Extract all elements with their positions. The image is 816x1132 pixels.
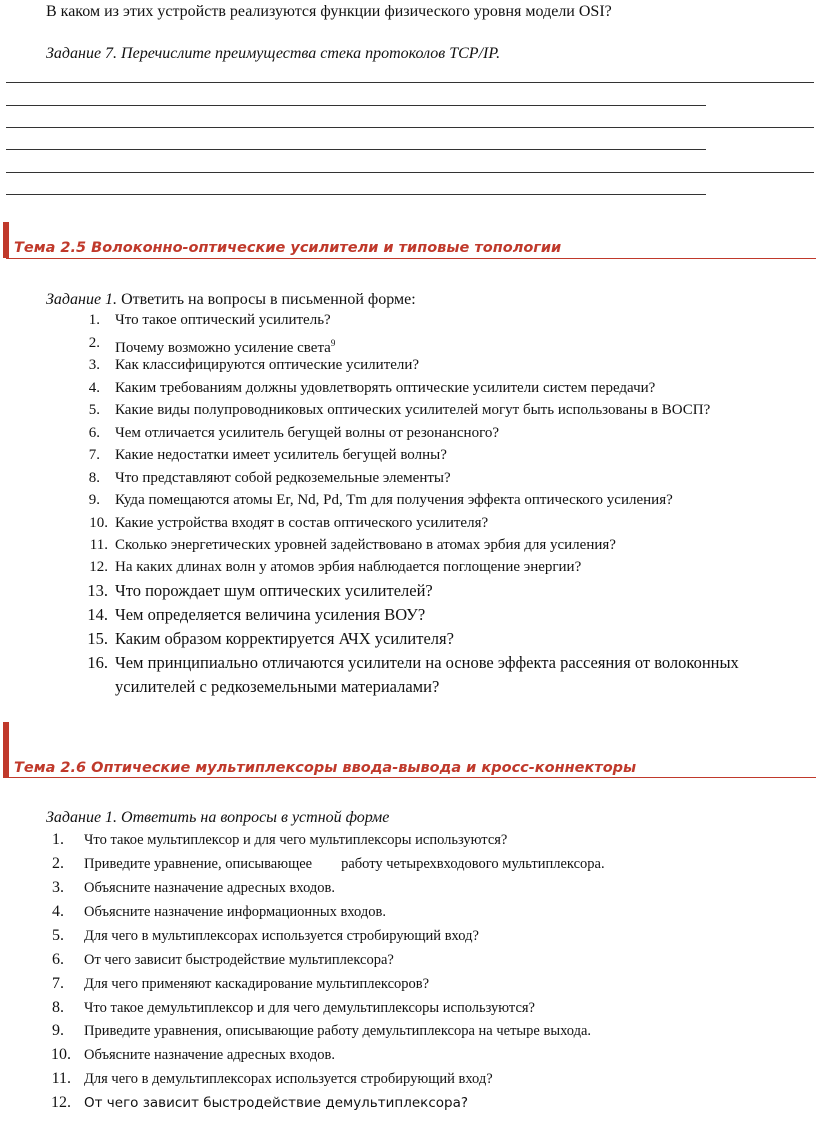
item-text: От чего зависит быстродействие мультиплексора? (84, 952, 394, 968)
item-text: Какие устройства входят в состав оптического усилителя? (115, 515, 489, 531)
item-number: 8. (52, 999, 64, 1016)
item-number: 10. (51, 1046, 71, 1063)
task-1-oral: Задание 1. Ответить на вопросы в устной форме (46, 809, 390, 826)
item-number: 2. (88, 335, 100, 351)
item-text: Сколько энергетических уровней задействовано в атомах эрбия для усиления? (115, 537, 616, 553)
answer-line (6, 194, 706, 195)
section-marker (3, 222, 9, 258)
item-number: 13. (87, 581, 108, 600)
item-number: 5. (88, 402, 100, 418)
footnote-mark: 9 (330, 338, 336, 348)
item-text-main: Почему возможно усиление света (115, 340, 331, 356)
answer-line (6, 127, 814, 128)
item-text (115, 334, 335, 358)
item-number: 9. (88, 492, 100, 508)
item-text: Для чего в мультиплексорах используется стробирующий вход? (84, 928, 479, 944)
item-text: Приведите уравнения, описывающие работу демультиплексора на четыре выхода. (84, 1023, 592, 1039)
item-text: Что представляют собой редкоземельные элементы? (115, 470, 451, 486)
answer-line (6, 82, 814, 83)
item-number: 6. (52, 951, 64, 968)
item-number: 16. (87, 653, 108, 672)
item-number: 1. (52, 831, 64, 848)
item-text: Что порождает шум оптических усилителей? (115, 581, 433, 600)
item-text: Какие виды полупроводниковых оптических усилителей могут быть использованы в ВОСП? (115, 402, 711, 418)
item-text: Что такое мультиплексор и для чего мультиплексоры используются? (84, 832, 508, 848)
item-text-continued: усилителей с редкоземельными материалами? (115, 677, 440, 696)
item-text: Приведите уравнение, описывающее работу четырехвходового мультиплексора. (84, 856, 605, 872)
item-text: Объясните назначение адресных входов. (84, 1047, 336, 1063)
item-number: 5. (52, 927, 64, 944)
item-text: Какие недостатки имеет усилитель бегущей волны? (115, 447, 447, 463)
section-underline (6, 258, 816, 259)
item-number: 12. (89, 559, 108, 575)
item-number: 1. (88, 312, 100, 328)
item-text: От чего зависит быстродействие демультиплексора? (84, 1095, 469, 1111)
item-text: Как классифицируются оптические усилители? (115, 357, 420, 373)
item-number: 3. (88, 357, 100, 373)
section-marker (3, 722, 9, 778)
item-text: Для чего применяют каскадирование мультиплексоров? (84, 976, 430, 992)
item-number: 12. (51, 1094, 71, 1111)
item-text: Чем определяется величина усиления ВОУ? (115, 605, 426, 624)
item-text: Объясните назначение адресных входов. (84, 880, 336, 896)
section-heading-2-5: Тема 2.5 Волоконно-оптические усилители и типовые топологии (14, 240, 562, 256)
item-number: 15. (87, 629, 108, 648)
item-number: 9. (52, 1022, 64, 1039)
item-text: Для чего в демультиплексорах используется стробирующий вход? (84, 1071, 493, 1087)
item-text: Чем отличается усилитель бегущей волны от резонансного? (115, 425, 500, 441)
section-underline (6, 777, 816, 778)
task-7: Задание 7. Перечислите преимущества стека протоколов TCP/IP. (46, 45, 501, 62)
task-1-label-prefix: Задание 1. (46, 291, 118, 308)
item-text: Что такое оптический усилитель? (115, 312, 331, 328)
item-number: 7. (88, 447, 100, 463)
item-text: Чем принципиально отличаются усилители на основе эффекта рассеяния от волоконных (115, 653, 739, 672)
item-number: 3. (52, 879, 64, 896)
answer-line (6, 172, 814, 173)
task-1-label (46, 290, 416, 310)
item-number: 4. (52, 903, 64, 920)
item-text: Каким требованиям должны удовлетворять оптические усилители систем передачи? (115, 380, 656, 396)
intro-question: В каком из этих устройств реализуются функции физического уровня модели OSI? (46, 3, 612, 20)
item-number: 6. (88, 425, 100, 441)
item-text: Объясните назначение информационных входов. (84, 904, 386, 920)
item-number: 2. (52, 855, 64, 872)
item-number: 4. (88, 380, 100, 396)
item-text: Каким образом корректируется АЧХ усилителя? (115, 629, 454, 648)
item-number: 8. (88, 470, 100, 486)
item-number: 11. (89, 537, 108, 553)
answer-line (6, 105, 706, 106)
answer-line (6, 149, 706, 150)
task-1-label-text: Ответить на вопросы в письменной форме: (117, 291, 416, 308)
item-text: Куда помещаются атомы Er, Nd, Pd, Tm для получения эффекта оптического усиления? (115, 492, 673, 508)
item-text: Что такое демультиплексор и для чего демультиплексоры используются? (84, 1000, 535, 1016)
item-number: 14. (87, 605, 108, 624)
section-heading-2-6: Тема 2.6 Оптические мультиплексоры ввода-вывода и кросс-коннекторы (14, 760, 637, 776)
item-number: 10. (89, 515, 108, 531)
item-number: 11. (51, 1070, 71, 1087)
item-number: 7. (52, 975, 64, 992)
item-text: На каких длинах волн у атомов эрбия наблюдается поглощение энергии? (115, 559, 582, 575)
